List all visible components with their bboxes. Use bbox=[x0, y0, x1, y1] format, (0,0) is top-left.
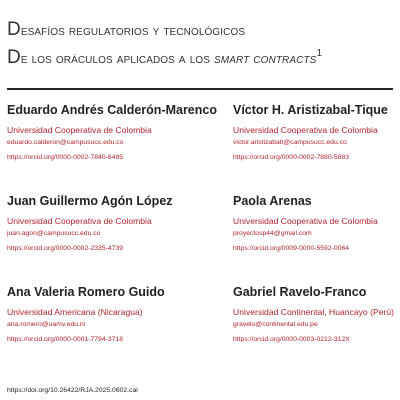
title-line-2-text: e los oráculos aplicados a los bbox=[20, 50, 214, 66]
author-block bbox=[7, 284, 197, 345]
author-affiliation: Universidad Cooperativa de Colombia bbox=[7, 216, 152, 226]
title-footnote-mark: 1 bbox=[316, 48, 323, 59]
author-orcid-link[interactable]: https://orcid.org/0000-0002-7840-6495 bbox=[7, 154, 124, 161]
doi-link[interactable]: https://doi.org/10.26422/RJA.2025.0602.cal bbox=[7, 387, 138, 394]
author-email-link[interactable]: gravelo@continental.edu.pe bbox=[233, 321, 318, 328]
author-name: Eduardo Andrés Calderón-Marenco bbox=[7, 103, 217, 117]
author-block bbox=[233, 284, 400, 345]
author-orcid-link[interactable]: https://orcid.org/0000-0003-0212-312X bbox=[233, 336, 350, 343]
author-orcid-link[interactable]: https://orcid.org/0000-0002-7880-5883 bbox=[233, 154, 350, 161]
author-affiliation: Universidad Cooperativa de Colombia bbox=[233, 216, 378, 226]
author-orcid-link[interactable]: https://orcid.org/0000-0002-2335-4739 bbox=[7, 245, 124, 252]
title-italic-term: smart contracts bbox=[214, 50, 317, 66]
author-orcid-link[interactable]: https://orcid.org/0009-0000-5592-0064 bbox=[233, 245, 350, 252]
author-block bbox=[7, 193, 197, 254]
author-affiliation: Universidad Cooperativa de Colombia bbox=[7, 125, 152, 135]
author-name: Ana Valeria Romero Guido bbox=[7, 285, 165, 299]
author-affiliation: Universidad Continental, Huancayo (Perú) bbox=[233, 307, 394, 317]
author-orcid-link[interactable]: https://orcid.org/0000-0001-7794-3718 bbox=[7, 336, 124, 343]
author-name: Juan Guillermo Agón López bbox=[7, 194, 173, 208]
author-name: Gabriel Ravelo-Franco bbox=[233, 285, 367, 299]
author-email-link[interactable]: eduardo.calderon@campusucc.edu.co bbox=[7, 139, 124, 146]
title-line-1 bbox=[7, 18, 397, 42]
author-email-link[interactable]: ana.romero@uamv.edu.ni bbox=[7, 321, 86, 328]
author-affiliation: Universidad Americana (Nicaragua) bbox=[7, 307, 143, 317]
author-email-link[interactable]: victor.aristizabalt@campusucc.edu.co bbox=[233, 139, 347, 146]
title-line-2-initial: D bbox=[7, 47, 21, 68]
author-email-link[interactable]: juan.agon@campusucc.edu.co bbox=[7, 230, 101, 237]
author-affiliation: Universidad Cooperativa de Colombia bbox=[233, 125, 378, 135]
title-line-2 bbox=[7, 42, 397, 70]
author-name: Paola Arenas bbox=[233, 194, 312, 208]
title-line-1-text: esafíos regulatorios y tecnológicos bbox=[20, 22, 246, 38]
author-block bbox=[233, 102, 400, 163]
article-title bbox=[7, 18, 397, 70]
author-name: Víctor H. Aristizabal-Tique bbox=[233, 103, 388, 117]
author-block bbox=[233, 193, 400, 254]
title-line-1-initial: D bbox=[7, 19, 21, 40]
author-block bbox=[7, 102, 217, 163]
author-email-link[interactable]: proyectosp44@gmail.com bbox=[233, 230, 312, 237]
title-divider bbox=[7, 88, 393, 90]
